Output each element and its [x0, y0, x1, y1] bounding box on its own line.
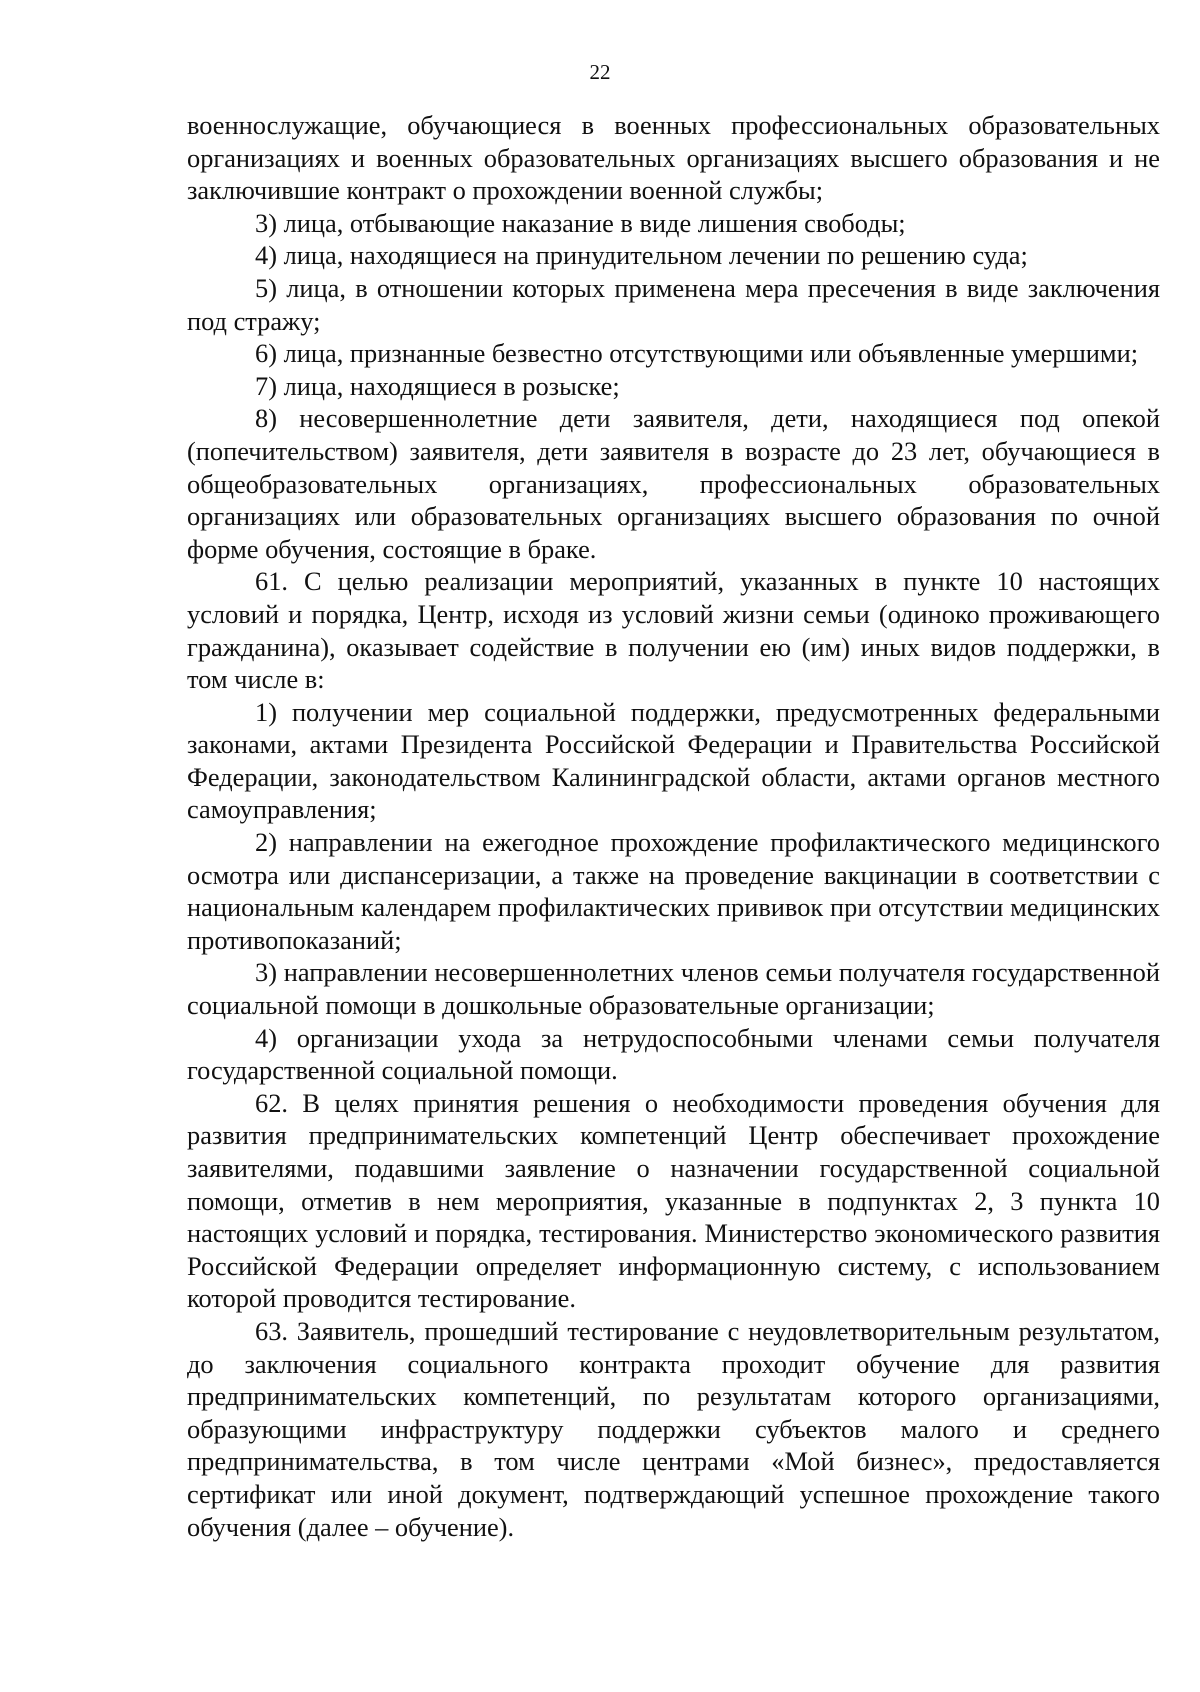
clause-63: 63. Заявитель, прошедший тестирование с неудовлетворительным результатом, до заключения социального контракта проходит обучение для развития предпринимательских компетенций, по результатам которого организациями, образующими инфраструктуру поддержки субъектов малого и среднего предпринимательства, в том числе центрами «Мой бизнес», предоставляется сертификат или иной документ, подтверждающий успешное прохождение такого обучения (далее – обучение). — [187, 1315, 1160, 1542]
document-body — [187, 109, 1160, 1543]
list-item-3-imprisoned: 3) лица, отбывающие наказание в виде лишения свободы; — [255, 207, 906, 238]
clause-61: 61. С целью реализации мероприятий, указанных в пункте 10 настоящих условий и порядка, Центр, исходя из условий жизни семьи (одиноко проживающего гражданина), оказывает содействие в получении ею (им) иных видов поддержки, в том числе в: — [187, 566, 1160, 695]
list-item-4-compulsory-treatment: 4) лица, находящиеся на принудительном лечении по решению суда; — [255, 240, 1028, 271]
clause-61-item-2: 2) направлении на ежегодное прохождение профилактического медицинского осмотра или диспансеризации, а также на проведение вакцинации в соответствии с национальным календарем профилактических прививок при отсутствии медицинских противопоказаний; — [187, 827, 1160, 955]
list-item-5-detention: 5) лица, в отношении которых применена мера пресечения в виде заключения под стражу; — [187, 272, 1160, 336]
clause-61-item-3: 3) направлении несовершеннолетних членов семьи получателя государственной социальной помощи в дошкольные образовательные организации; — [187, 957, 1160, 1021]
paragraph-servicemen-continuation: военнослужащие, обучающиеся в военных профессиональных образовательных организациях и военных образовательных организациях высшего образования и не заключившие контракт о прохождении военной службы; — [187, 110, 1160, 206]
clause-62: 62. В целях принятия решения о необходимости проведения обучения для развития предпринимательских компетенций Центр обеспечивает прохождение заявителями, подавшими заявление о назначении государственной социальной помощи, отметив в нем мероприятия, указанные в подпунктах 2, 3 пункта 10 настоящих условий и порядка, тестирования. Министерство экономического развития Российской Федерации определяет информационную систему, с использованием которой проводится тестирование. — [187, 1087, 1160, 1314]
clause-61-item-1: 1) получении мер социальной поддержки, предусмотренных федеральными законами, актами Президента Российской Федерации и Правительства Российской Федерации, законодательством Калининградской области, актами органов местного самоуправления; — [187, 696, 1160, 825]
list-item-7-wanted: 7) лица, находящиеся в розыске; — [255, 370, 620, 401]
list-item-6-missing-or-deceased: 6) лица, признанные безвестно отсутствующими или объявленные умершими; — [255, 338, 1139, 369]
clause-61-item-4: 4) организации ухода за нетрудоспособными членами семьи получателя государственной социальной помощи. — [187, 1022, 1160, 1086]
page-number: 22 — [589, 60, 611, 84]
list-item-8-minor-children: 8) несовершеннолетние дети заявителя, дети, находящиеся под опекой (попечительством) заявителя, дети заявителя в возрасте до 23 лет, обучающиеся в общеобразовательных организациях, профессиональных образовательных организациях или образовательных организациях высшего образования по очной форме обучения, состоящие в браке. — [187, 403, 1160, 564]
